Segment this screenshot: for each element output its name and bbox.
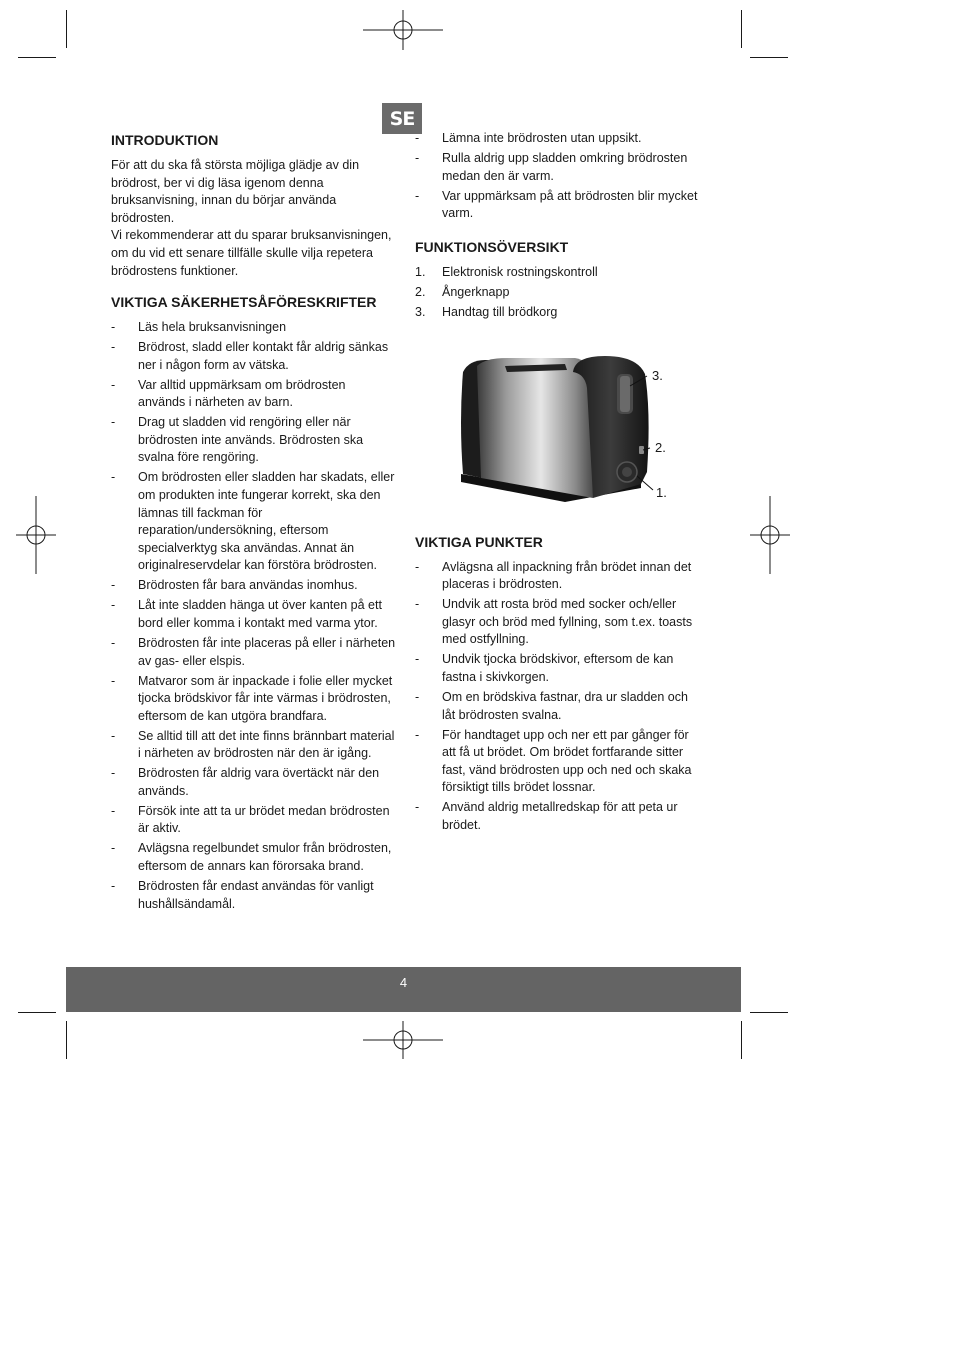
callout-3: 3.	[652, 367, 663, 383]
list-item: - Rulla aldrig upp sladden omkring brödrosten medan den är varm.	[415, 150, 688, 183]
points-heading: VIKTIGA PUNKTER	[415, 533, 543, 550]
list-item: - Läs hela bruksanvisningen	[111, 320, 287, 335]
intro-paragraph: Vi rekommenderar att du sparar bruksanvisningen, om du vid ett senare tillfälle skulle vilja repetera brödrostens funktioner.	[111, 228, 392, 278]
crop-mark	[750, 1012, 788, 1013]
list-item: - Undvik tjocka brödskivor, eftersom de kan fastna i skivkorgen.	[415, 652, 674, 685]
registration-mark-top	[363, 10, 443, 50]
list-item: - Försök inte att ta ur brödet medan brödrosten är aktiv.	[111, 803, 390, 836]
intro-heading: INTRODUKTION	[111, 132, 219, 148]
left-column	[111, 130, 396, 916]
list-item: - För handtaget upp och ner ett par gånger för att få ut brödet. Om brödet fortfarande sitter fast, vänd brödrosten upp och ned och skaka försiktigt tills brödet lossnar.	[415, 727, 692, 795]
crop-mark	[18, 1012, 56, 1013]
list-item: - Brödrosten får endast användas för vanligt hushållsändamål.	[111, 879, 374, 911]
language-badge: SE	[382, 103, 422, 134]
list-item: - Matvaror som är inpackade i folie eller mycket tjocka brödskivor får inte värmas i brödrosten, eftersom de kan utgöra brandfara.	[111, 673, 393, 723]
crop-mark	[66, 1021, 67, 1059]
crop-mark	[741, 10, 742, 48]
toaster-illustration	[415, 352, 705, 532]
right-column	[415, 130, 700, 837]
footer-bar	[66, 967, 741, 1012]
list-item: 1. Elektronisk rostningskontroll	[415, 265, 598, 280]
safety-list	[111, 319, 396, 913]
registration-mark-right	[750, 496, 790, 574]
list-item: - Var uppmärksam på att brödrosten blir mycket varm.	[415, 188, 698, 221]
list-item: - Brödrosten får bara användas inomhus.	[111, 578, 358, 593]
intro-paragraph: För att du ska få största möjliga glädje av din brödrost, ber vi dig läsa igenom denna bruksanvisning, innan du börjar använda brödrosten.	[111, 158, 360, 225]
callout-2: 2.	[655, 439, 666, 455]
list-item: 3. Handtag till brödkorg	[415, 305, 558, 320]
list-item: - Brödrosten får aldrig vara övertäckt när den används.	[111, 766, 380, 798]
safety-list-continued	[415, 130, 700, 223]
list-item: - Avlägsna regelbundet smulor från brödrosten, eftersom de annars kan förorsaka brand.	[111, 841, 392, 874]
list-item: - Se alltid till att det inte finns brännbart material i närheten av brödrosten när den är igång.	[111, 728, 395, 761]
list-item: - Drag ut sladden vid rengöring eller när brödrosten inte används. Brödrosten ska svalna före rengöring.	[111, 415, 364, 465]
list-item: - Var alltid uppmärksam om brödrosten används i närheten av barn.	[111, 377, 346, 410]
toaster-icon	[415, 352, 705, 522]
list-item: - Lämna inte brödrosten utan uppsikt.	[415, 131, 642, 145]
list-item: - Låt inte sladden hänga ut över kanten på ett bord eller komma i kontakt med varma ytor.	[111, 598, 382, 630]
points-list	[415, 559, 700, 835]
page-number: 4	[399, 975, 408, 990]
list-item: - Brödrosten får inte placeras på eller i närheten av gas- eller elspis.	[111, 635, 396, 668]
list-item: - Brödrost, sladd eller kontakt får aldrig sänkas ner i någon form av vätska.	[111, 340, 389, 372]
safety-heading: VIKTIGA SÄKERHETSÅFÖRESKRIFTER	[111, 294, 377, 311]
list-item: - Om en brödskiva fastnar, dra ur sladden och låt brödrosten svalna.	[415, 690, 688, 722]
crop-mark	[18, 57, 56, 58]
list-item: - Om brödrosten eller sladden har skadats, eller om produkten inte fungerar korrekt, ska den lämnas till fackman för reparation/undersökning, eftersom specialverktyg ska användas. Annat än originalreservdelar kan förstöra brödrosten.	[111, 470, 395, 573]
list-item: 2. Ångerknapp	[415, 285, 510, 300]
callout-1: 1.	[656, 484, 667, 500]
list-item: - Undvik att rosta bröd med socker och/eller glasyr och bröd med fyllning, som t.ex. toasts med ostfyllning.	[415, 597, 693, 647]
crop-mark	[750, 57, 788, 58]
functions-list	[415, 264, 700, 322]
list-item: - Avlägsna all inpackning från brödet innan det placeras i brödrosten.	[415, 559, 692, 592]
functions-heading: FUNKTIONSÖVERSIKT	[415, 239, 569, 256]
list-item: - Använd aldrig metallredskap för att peta ur brödet.	[415, 800, 678, 832]
crop-mark	[741, 1021, 742, 1059]
crop-mark	[66, 10, 67, 48]
registration-mark-left	[16, 496, 56, 574]
registration-mark-bottom	[363, 1021, 443, 1059]
